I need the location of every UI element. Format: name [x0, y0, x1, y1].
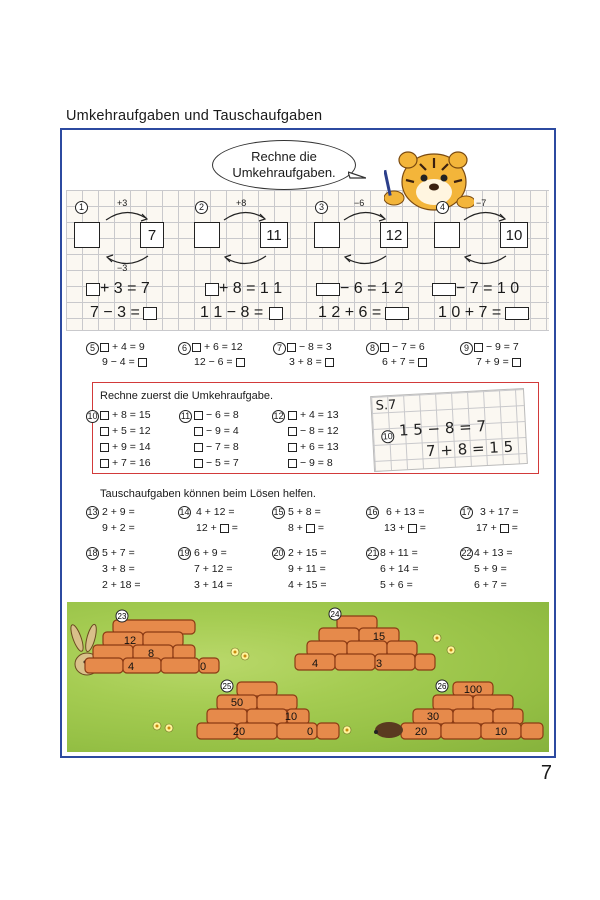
speech-line-2: Umkehraufgaben. [232, 165, 336, 180]
equation-line [474, 340, 519, 354]
equation-line: 5 + 6 = [380, 579, 413, 591]
equation-line: 3 + 14 = [194, 579, 233, 591]
answer-box[interactable] [194, 222, 220, 248]
brick-value: 0 [306, 726, 314, 738]
equation-line [288, 408, 339, 422]
brick-value: 3 [375, 658, 383, 670]
task-number: 15 [273, 507, 284, 517]
brick [433, 695, 473, 710]
equation-text: 8 + [288, 522, 303, 534]
equation-line [100, 408, 151, 422]
brick [161, 658, 199, 673]
brick [335, 654, 375, 670]
task-number: 9 [460, 342, 473, 355]
task-number: 19 [179, 548, 190, 558]
equation-text: + 4 = 9 [112, 341, 145, 353]
task-number: 13 [87, 507, 98, 517]
equation-line: 6 + 13 = [386, 506, 425, 518]
answer-box[interactable] [192, 343, 201, 352]
equation-line [194, 456, 239, 470]
answer-box[interactable] [512, 358, 521, 367]
brick-value: 12 [123, 635, 137, 647]
equation-text: − 7 = 8 [206, 441, 239, 453]
brick [493, 709, 523, 724]
answer-box[interactable] [288, 427, 297, 436]
equation-line [382, 355, 427, 369]
equation-text: 9 − 4 = [102, 356, 135, 368]
brick [85, 658, 123, 673]
equation-line [100, 456, 151, 470]
equation-line [476, 521, 518, 535]
equation-line: 6 + 14 = [380, 563, 419, 575]
task-number: 10 [87, 411, 98, 421]
pyramid-23 [85, 610, 219, 673]
answer-box[interactable] [236, 358, 245, 367]
hedgehog-icon [374, 722, 403, 738]
tiger-mascot-icon [384, 140, 474, 212]
task-number: 6 [178, 342, 191, 355]
equation-line: 7 + 12 = [194, 563, 233, 575]
top-operation: −7 [476, 198, 487, 208]
answer-box[interactable] [86, 283, 100, 296]
equation-text: − 6 = 1 2 [340, 280, 404, 297]
equation-text: 13 + [384, 522, 405, 534]
answer-box[interactable] [143, 307, 157, 320]
equation-text: − 9 = 7 [486, 341, 519, 353]
answer-box[interactable] [100, 427, 109, 436]
answer-box[interactable] [380, 343, 389, 352]
task-number: 25 [222, 682, 232, 691]
task-number: 20 [273, 548, 284, 558]
equation-line [288, 424, 339, 438]
speech-line-1: Rechne die [251, 149, 317, 164]
equals-sign: = [231, 522, 238, 534]
equation-line: 2 + 15 = [288, 547, 327, 559]
task-number: 24 [330, 610, 340, 619]
equation-line [288, 440, 339, 454]
equation-line [192, 340, 243, 354]
equation-text: 12 + [196, 522, 217, 534]
equation-line [316, 280, 403, 298]
brick [453, 709, 493, 724]
task-number: 26 [437, 682, 447, 691]
equation-line: 6 + 9 = [194, 547, 227, 559]
answer-box[interactable] [100, 443, 109, 452]
equation-text: + 8 = 15 [112, 409, 151, 421]
equation-line: 9 + 11 = [288, 563, 326, 575]
equation-line [318, 304, 409, 322]
equation-text: − 9 = 8 [300, 457, 333, 469]
equation-line [205, 280, 282, 298]
answer-box[interactable] [205, 283, 219, 296]
brick [197, 723, 237, 739]
answer-box[interactable] [288, 459, 297, 468]
equation-text: 12 − 6 = [194, 356, 233, 368]
equation-text: + 6 = 13 [300, 441, 339, 453]
brick-value: 15 [372, 631, 386, 643]
equation-line [194, 355, 245, 369]
equation-text: − 7 = 6 [392, 341, 425, 353]
example-line-2: 7 + 8 = 1 5 [425, 437, 514, 461]
brick-value: 4 [311, 658, 319, 670]
equation-line [432, 280, 519, 298]
pyramid-24 [295, 608, 435, 670]
equation-text: + 4 = 13 [300, 409, 339, 421]
brick [441, 723, 481, 739]
brick [521, 723, 543, 739]
task-number: 21 [367, 548, 378, 558]
equals-sign: = [419, 522, 426, 534]
value-box: 7 [140, 222, 164, 248]
brick-value: 10 [284, 711, 298, 723]
equation-line [476, 355, 521, 369]
task-number: 18 [87, 548, 98, 558]
brick [257, 695, 297, 710]
answer-box[interactable] [194, 411, 203, 420]
brick-value: 100 [463, 684, 483, 696]
equation-line [194, 424, 239, 438]
task-number: 16 [367, 507, 378, 517]
answer-box[interactable] [434, 222, 460, 248]
equation-line [380, 340, 425, 354]
task-number: 10 [381, 430, 395, 444]
equation-line [86, 280, 150, 298]
equation-line [438, 304, 529, 322]
equals-sign: = [511, 522, 518, 534]
equation-text: − 8 = 12 [300, 425, 339, 437]
task-number: 11 [180, 411, 191, 421]
task-number: 8 [366, 342, 379, 355]
equation-line [100, 440, 151, 454]
equation-line: 4 + 13 = [474, 547, 513, 559]
equation-line: 5 + 8 = [288, 506, 321, 518]
equation-text: + 5 = 12 [112, 425, 151, 437]
brick-value: 20 [232, 726, 246, 738]
answer-box[interactable] [220, 524, 229, 533]
equation-line: 4 + 15 = [288, 579, 327, 591]
equation-text: + 7 = 16 [112, 457, 151, 469]
answer-box[interactable] [194, 443, 203, 452]
equation-text: − 7 = 1 0 [456, 280, 520, 297]
equation-line [100, 424, 151, 438]
answer-box[interactable] [194, 427, 203, 436]
brick-value: 0 [199, 661, 207, 673]
answer-box[interactable] [474, 343, 483, 352]
task-number: 1 [75, 201, 88, 214]
brick [207, 709, 247, 724]
answer-box[interactable] [306, 524, 315, 533]
brick-value: 4 [127, 661, 135, 673]
task-number: 5 [86, 342, 99, 355]
equation-text: + 3 = 7 [100, 280, 150, 297]
equation-line: 5 + 7 = [102, 547, 135, 559]
brick-value: 50 [230, 697, 244, 709]
section-heading: Tauschaufgaben können beim Lösen helfen. [100, 488, 316, 500]
answer-box[interactable] [287, 343, 296, 352]
equation-line: 2 + 9 = [102, 506, 135, 518]
value-box: 11 [260, 222, 288, 248]
task-number: 14 [179, 507, 190, 517]
equation-text: 1 0 + 7 = [438, 304, 502, 321]
bottom-operation: −3 [117, 263, 128, 273]
equation-line [287, 340, 332, 354]
task-number: 22 [461, 548, 472, 558]
answer-box[interactable] [100, 343, 109, 352]
equation-line: 9 + 2 = [102, 522, 135, 534]
brick [237, 682, 277, 696]
pyramids-illustration [67, 602, 549, 752]
value-box: 10 [500, 222, 528, 248]
answer-box[interactable] [418, 358, 427, 367]
equation-text: 6 + 7 = [382, 356, 415, 368]
answer-box[interactable] [100, 459, 109, 468]
brick [247, 709, 287, 724]
equation-line [100, 340, 145, 354]
brick [317, 723, 339, 739]
equation-text: − 5 = 7 [206, 457, 239, 469]
equation-text: 1 1 − 8 = [200, 304, 264, 321]
answer-box[interactable] [288, 443, 297, 452]
answer-box[interactable] [505, 307, 529, 320]
equation-text: 7 + 9 = [476, 356, 509, 368]
pyramid-25 [197, 680, 339, 739]
answer-box[interactable] [288, 411, 297, 420]
equation-line [289, 355, 334, 369]
answer-box[interactable] [385, 307, 409, 320]
equation-text: − 9 = 4 [206, 425, 239, 437]
value-box: 12 [380, 222, 408, 248]
equation-text: − 8 = 3 [299, 341, 332, 353]
answer-box[interactable] [325, 358, 334, 367]
equation-line: 3 + 8 = [102, 563, 135, 575]
brick-value: 10 [494, 726, 508, 738]
answer-box[interactable] [100, 411, 109, 420]
equation-line [90, 304, 157, 322]
bubble-tail [348, 170, 366, 180]
brick [473, 695, 513, 710]
equation-line [288, 456, 333, 470]
page-title: Umkehraufgaben und Tauschaufgaben [66, 108, 323, 124]
task-number: 17 [461, 507, 472, 517]
top-operation: +3 [117, 198, 128, 208]
example-grid-paper [370, 388, 528, 472]
task-number: 7 [273, 342, 286, 355]
answer-box[interactable] [138, 358, 147, 367]
equation-text: + 8 = 1 1 [219, 280, 283, 297]
brick [415, 654, 435, 670]
equation-line: 6 + 7 = [474, 579, 507, 591]
page-reference: S.7 [375, 397, 397, 414]
equation-text: 3 + 8 = [289, 356, 322, 368]
answer-box[interactable] [500, 524, 509, 533]
top-operation: +8 [236, 198, 247, 208]
equation-text: 17 + [476, 522, 497, 534]
equation-text: 7 − 3 = [90, 304, 140, 321]
task-number: 12 [273, 411, 284, 421]
answer-box[interactable] [316, 283, 340, 296]
brick-value: 30 [426, 711, 440, 723]
section-heading: Rechne zuerst die Umkehraufgabe. [100, 390, 274, 402]
equation-line [196, 521, 238, 535]
answer-box[interactable] [314, 222, 340, 248]
equation-text: + 6 = 12 [204, 341, 243, 353]
equation-line [194, 440, 239, 454]
task-number: 23 [117, 612, 127, 621]
equation-line: 5 + 9 = [474, 563, 507, 575]
answer-box[interactable] [269, 307, 283, 320]
pyramid-26 [401, 680, 543, 739]
brick-value: 20 [414, 726, 428, 738]
brick-value: 8 [147, 648, 155, 660]
equation-line: 4 + 12 = [196, 506, 235, 518]
equation-line: 2 + 18 = [102, 579, 141, 591]
equation-line [102, 355, 147, 369]
equation-line [194, 408, 239, 422]
task-number: 2 [195, 201, 208, 214]
equation-text: 1 2 + 6 = [318, 304, 382, 321]
equation-text: + 9 = 14 [112, 441, 151, 453]
answer-box[interactable] [408, 524, 417, 533]
equation-text: − 6 = 8 [206, 409, 239, 421]
task-number: 3 [315, 201, 328, 214]
speech-bubble [212, 140, 356, 190]
equation-line [288, 521, 324, 535]
page-number: 7 [540, 762, 552, 784]
equation-line [384, 521, 426, 535]
equation-line [200, 304, 283, 322]
example-line-1: 1 5 − 8 = 7 [398, 417, 487, 440]
task-number: 4 [436, 201, 449, 214]
answer-box[interactable] [432, 283, 456, 296]
equals-sign: = [317, 522, 325, 534]
answer-box[interactable] [74, 222, 100, 248]
top-operation: −6 [354, 198, 365, 208]
answer-box[interactable] [194, 459, 203, 468]
equation-line: 3 + 17 = [480, 506, 519, 518]
equation-line: 8 + 11 = [380, 547, 418, 559]
